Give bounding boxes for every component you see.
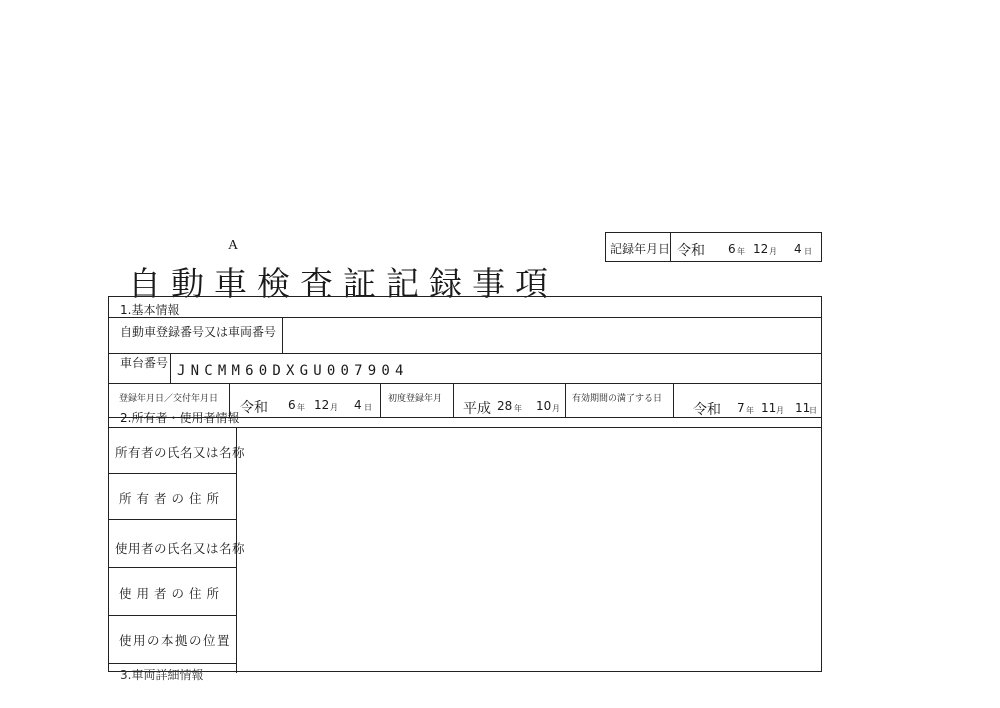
record-date-year: 6 xyxy=(728,242,736,256)
expiry-year: 7 xyxy=(737,401,745,415)
record-date-label: 記録年月日 xyxy=(610,242,671,256)
first-registration-year-unit: 年 xyxy=(514,404,522,413)
record-date-box xyxy=(605,232,822,262)
col-divider xyxy=(565,383,566,417)
row-divider xyxy=(109,427,821,428)
record-date-era: 令和 xyxy=(677,243,705,259)
user-name-label: 使用者の氏名又は名称 xyxy=(115,541,246,556)
chassis-number-label: 車台番号 xyxy=(120,356,169,370)
registration-date-year: 6 xyxy=(288,398,296,412)
document-mark: A xyxy=(228,238,239,253)
first-registration-year: 28 xyxy=(497,399,513,413)
row-divider xyxy=(109,317,821,318)
base-location-label: 使用の本拠の位置 xyxy=(119,633,232,648)
expiry-month-unit: 月 xyxy=(776,406,784,415)
section1-heading: 1.基本情報 xyxy=(120,303,180,317)
row-divider xyxy=(109,473,236,474)
record-date-month: 12 xyxy=(753,242,769,256)
registration-date-day-unit: 日 xyxy=(364,403,372,412)
expiry-era: 令和 xyxy=(693,402,721,418)
registration-number-label: 自動車登録番号又は車両番号 xyxy=(120,325,277,339)
col-divider xyxy=(170,353,171,383)
row-divider xyxy=(109,383,821,384)
registration-date-label: 登録年月日／交付年月日 xyxy=(119,394,219,404)
row-divider xyxy=(109,615,236,616)
col-divider xyxy=(380,383,381,417)
record-date-month-unit: 月 xyxy=(769,247,777,256)
row-divider xyxy=(109,519,236,520)
registration-date-era: 令和 xyxy=(240,400,268,416)
registration-date-month-unit: 月 xyxy=(330,403,338,412)
owner-name-label: 所有者の氏名又は名称 xyxy=(115,445,246,460)
col-divider xyxy=(453,383,454,417)
section3-heading-partial: 3.車両詳細情報 xyxy=(120,668,204,682)
record-date-day: 4 xyxy=(794,242,802,256)
registration-date-year-unit: 年 xyxy=(297,403,305,412)
expiry-label: 有効期間の満了する日 xyxy=(572,394,663,404)
document-title: 自動車検査証記録事項 xyxy=(128,264,558,303)
expiry-day: 11 xyxy=(795,401,811,415)
registration-date-month: 12 xyxy=(314,398,330,412)
row-divider xyxy=(109,663,236,664)
col-divider xyxy=(673,383,674,417)
first-registration-label: 初度登録年月 xyxy=(388,394,443,404)
row-divider xyxy=(109,353,821,354)
first-registration-month-unit: 月 xyxy=(552,404,560,413)
col-divider xyxy=(282,317,283,353)
registration-date-day: 4 xyxy=(354,398,362,412)
user-address-label: 使用者の住所 xyxy=(119,586,225,601)
first-registration-month: 10 xyxy=(536,399,552,413)
expiry-day-unit: 日 xyxy=(809,406,817,415)
record-date-day-unit: 日 xyxy=(804,247,812,256)
row-divider xyxy=(109,567,236,568)
owner-address-label: 所有者の住所 xyxy=(119,491,225,506)
expiry-year-unit: 年 xyxy=(746,406,754,415)
first-registration-era: 平成 xyxy=(463,401,491,417)
record-form xyxy=(108,296,822,682)
chassis-number-value: JNCMM60DXGU007904 xyxy=(177,363,409,379)
expiry-month: 11 xyxy=(761,401,777,415)
record-date-year-unit: 年 xyxy=(737,247,745,256)
record-date-divider xyxy=(670,233,671,261)
section2-heading: 2.所有者・使用者情報 xyxy=(120,411,240,425)
